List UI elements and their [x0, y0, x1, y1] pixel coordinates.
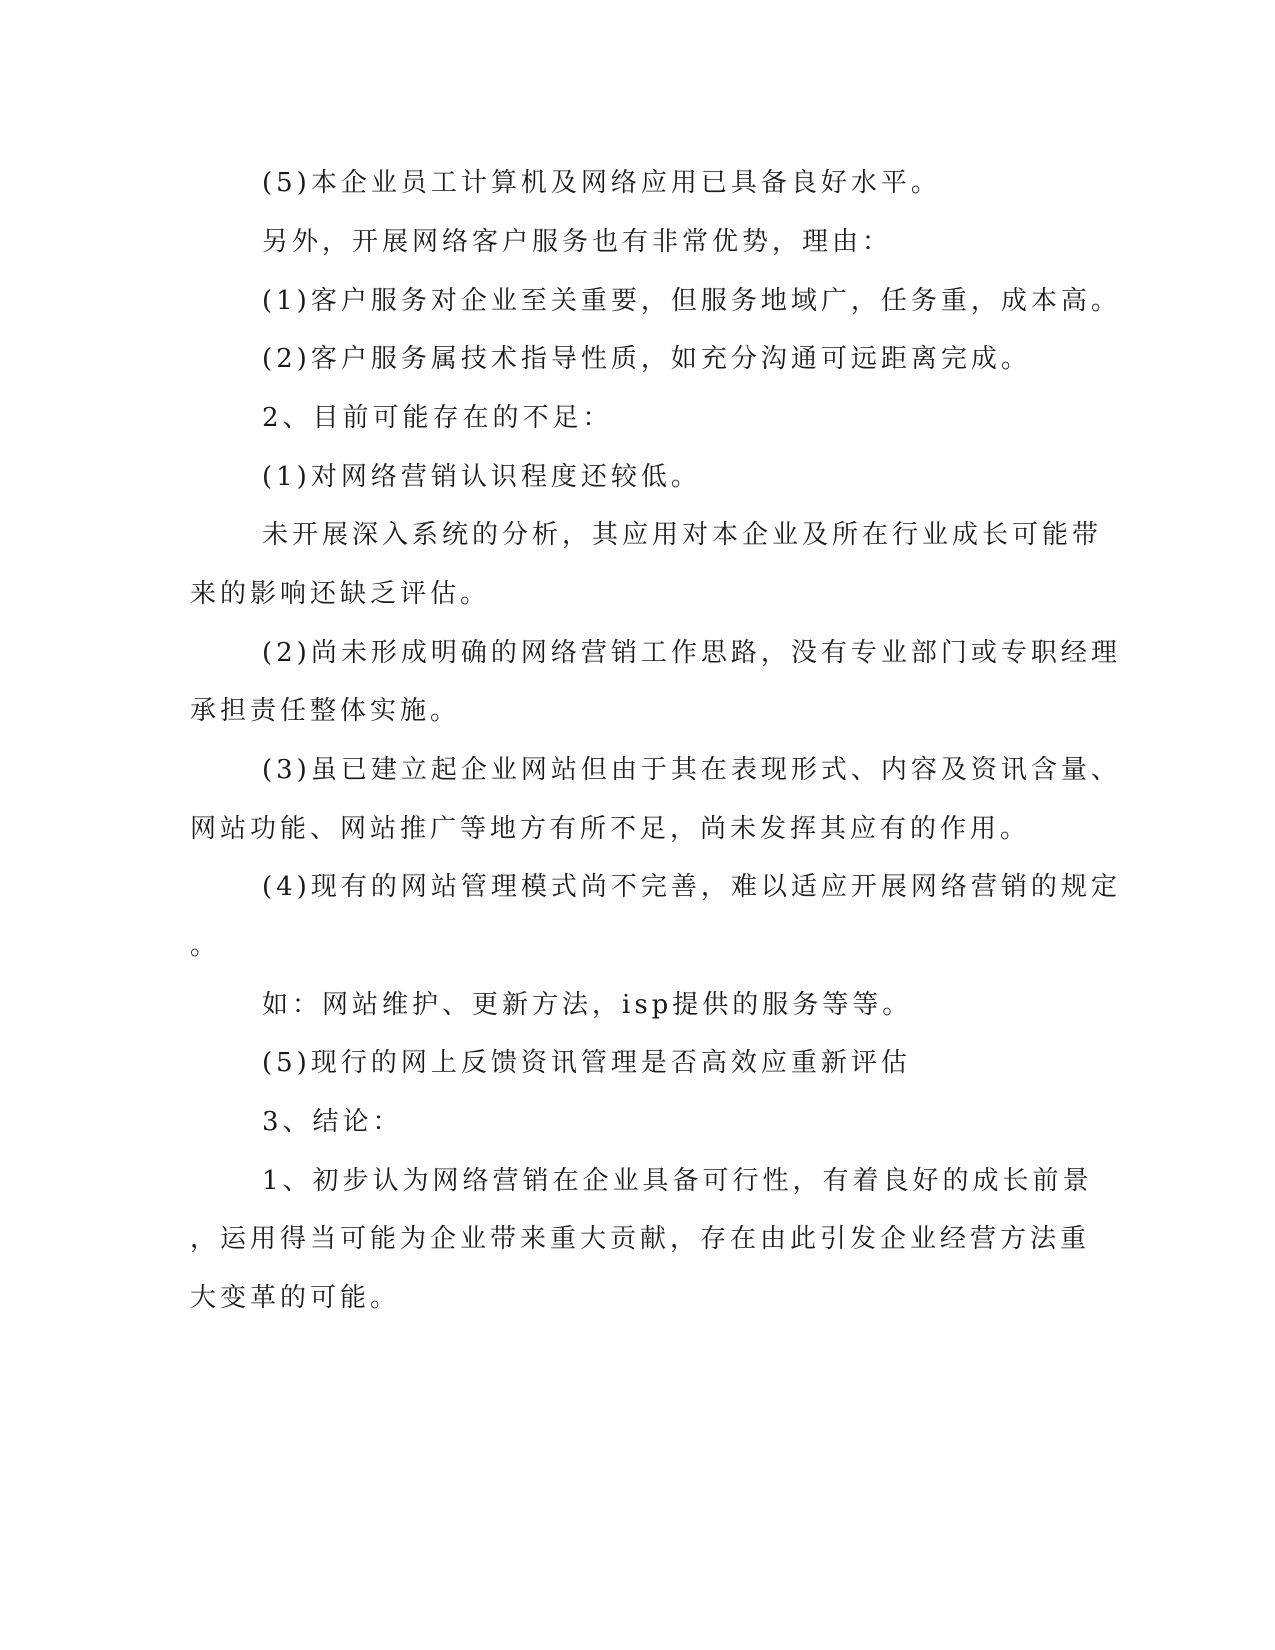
paragraph-line: (1)对网络营销认识程度还较低。	[262, 462, 701, 492]
paragraph-line: 未开展深入系统的分析，其应用对本企业及所在行业成长可能带	[262, 520, 1103, 550]
paragraph-line: 另外，开展网络客户服务也有非常优势，理由：	[262, 227, 893, 257]
paragraph-line: 来的影响还缺乏评估。	[190, 579, 491, 609]
paragraph-line: 。	[190, 931, 221, 961]
paragraph-line: 2、目前可能存在的不足：	[262, 403, 613, 433]
paragraph-line: 如：网站维护、更新方法，isp提供的服务等等。	[262, 990, 913, 1020]
paragraph-line: (1)客户服务对企业至关重要，但服务地域广，任务重，成本高。	[262, 286, 1121, 316]
paragraph-line: (2)尚未形成明确的网络营销工作思路，没有专业部门或专职经理	[262, 638, 1121, 668]
paragraph-line: (4)现有的网站管理模式尚不完善，难以适应开展网络营销的规定	[262, 872, 1121, 902]
paragraph-line: ，运用得当可能为企业带来重大贡献，存在由此引发企业经营方法重	[190, 1224, 1091, 1254]
paragraph-line: (2)客户服务属技术指导性质，如充分沟通可远距离完成。	[262, 344, 1031, 374]
paragraph-line: 网站功能、网站推广等地方有所不足，尚未发挥其应有的作用。	[190, 814, 1031, 844]
paragraph-line: (3)虽已建立起企业网站但由于其在表现形式、内容及资讯含量、	[262, 755, 1121, 785]
paragraph-line: (5)本企业员工计算机及网络应用已具备良好水平。	[262, 168, 941, 198]
paragraph-line: 大变革的可能。	[190, 1283, 401, 1313]
paragraph-line: (5)现行的网上反馈资讯管理是否高效应重新评估	[262, 1048, 911, 1078]
paragraph-line: 承担责任整体实施。	[190, 696, 461, 726]
paragraph-line: 3、结论：	[262, 1107, 403, 1137]
paragraph-line: 1、初步认为网络营销在企业具备可行性，有着良好的成长前景	[262, 1166, 1093, 1196]
